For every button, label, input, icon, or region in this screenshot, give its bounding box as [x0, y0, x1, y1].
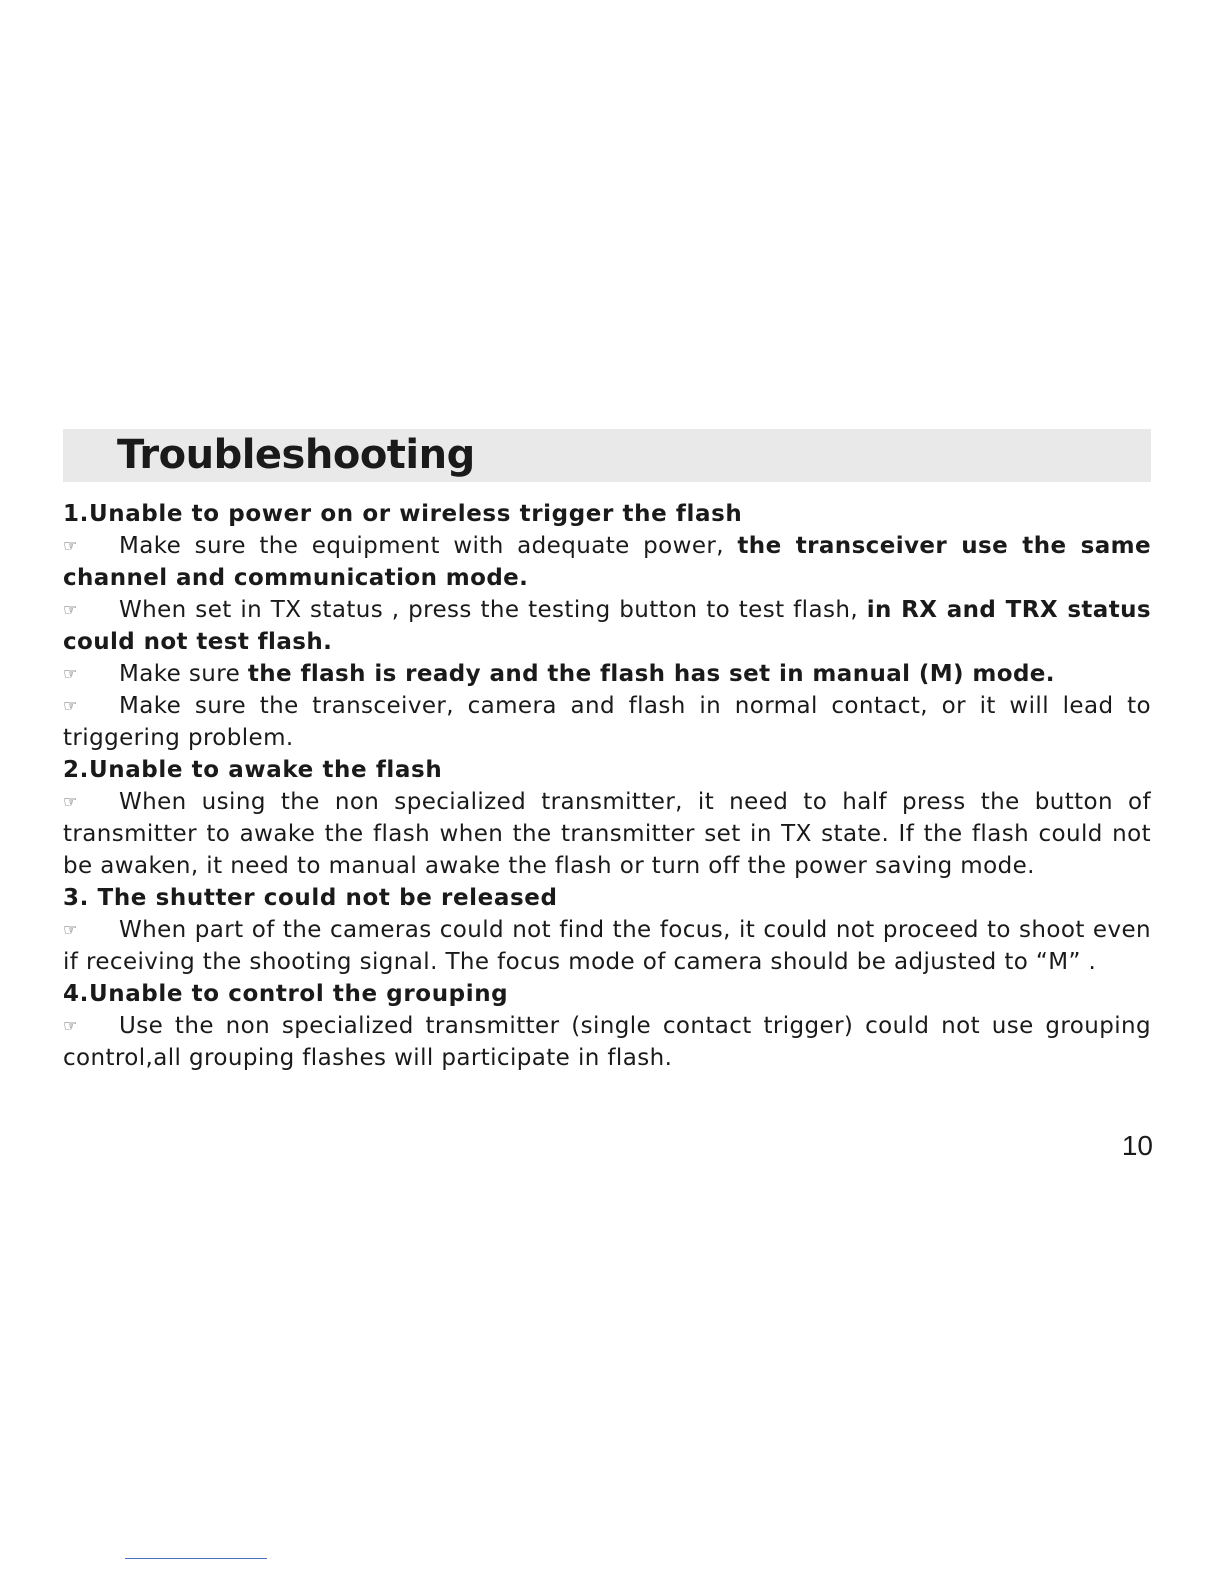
- section-heading: 4.Unable to control the grouping: [63, 981, 509, 1007]
- item-emphasis: the flash is ready and the flash has set in manual (M) mode.: [247, 661, 1055, 687]
- section-heading: 3. The shutter could not be released: [63, 885, 558, 911]
- section-heading: 1.Unable to power on or wireless trigger the flash: [63, 501, 743, 527]
- item-text: When using the non specialized transmitter, it need to half press the button of transmitter to awake the flash when the transmitter set in TX state. If the flash could not be awaken, it need to manual awake the flash or turn off the power saving mode.: [63, 789, 1151, 879]
- section-heading: 2.Unable to awake the flash: [63, 757, 443, 783]
- section-2: [63, 754, 1151, 882]
- item-text: Use the non specialized transmitter (single contact trigger) could not use grouping control,all grouping flashes will participate in flash.: [63, 1013, 1151, 1071]
- list-item: [63, 594, 1151, 658]
- page-number: 10: [1121, 1130, 1153, 1161]
- section-4: [63, 978, 1151, 1074]
- item-text: When part of the cameras could not find the focus, it could not proceed to shoot even if receiving the shooting signal. The focus mode of camera should be adjusted to “M” .: [63, 917, 1151, 975]
- pointing-hand-icon: ☞: [63, 1016, 78, 1035]
- item-text: Make sure: [119, 661, 248, 687]
- item-text: Make sure the equipment with adequate power,: [119, 533, 738, 559]
- troubleshooting-content: [63, 498, 1151, 1074]
- list-item: [63, 786, 1151, 882]
- pointing-hand-icon: ☞: [63, 792, 78, 811]
- list-item: [63, 658, 1151, 690]
- list-item: [63, 914, 1151, 978]
- item-emphasis: the transceiver use the same channel and communication mode.: [63, 533, 1151, 591]
- pointing-hand-icon: ☞: [63, 696, 78, 715]
- pointing-hand-icon: ☞: [63, 664, 78, 683]
- section-3: [63, 882, 1151, 978]
- footer-rule: [125, 1558, 267, 1559]
- pointing-hand-icon: ☞: [63, 920, 78, 939]
- title-bar: [63, 429, 1151, 482]
- pointing-hand-icon: ☞: [63, 536, 78, 555]
- pointing-hand-icon: ☞: [63, 600, 78, 619]
- list-item: [63, 530, 1151, 594]
- item-text: Make sure the transceiver, camera and flash in normal contact, or it will lead to triggering problem.: [63, 693, 1151, 751]
- item-text: When set in TX status , press the testing button to test flash,: [119, 597, 867, 623]
- list-item: [63, 690, 1151, 754]
- section-1: [63, 498, 1151, 754]
- list-item: [63, 1010, 1151, 1074]
- page-title: Troubleshooting: [117, 432, 475, 478]
- item-emphasis: in RX and TRX status could not test flash.: [63, 597, 1151, 655]
